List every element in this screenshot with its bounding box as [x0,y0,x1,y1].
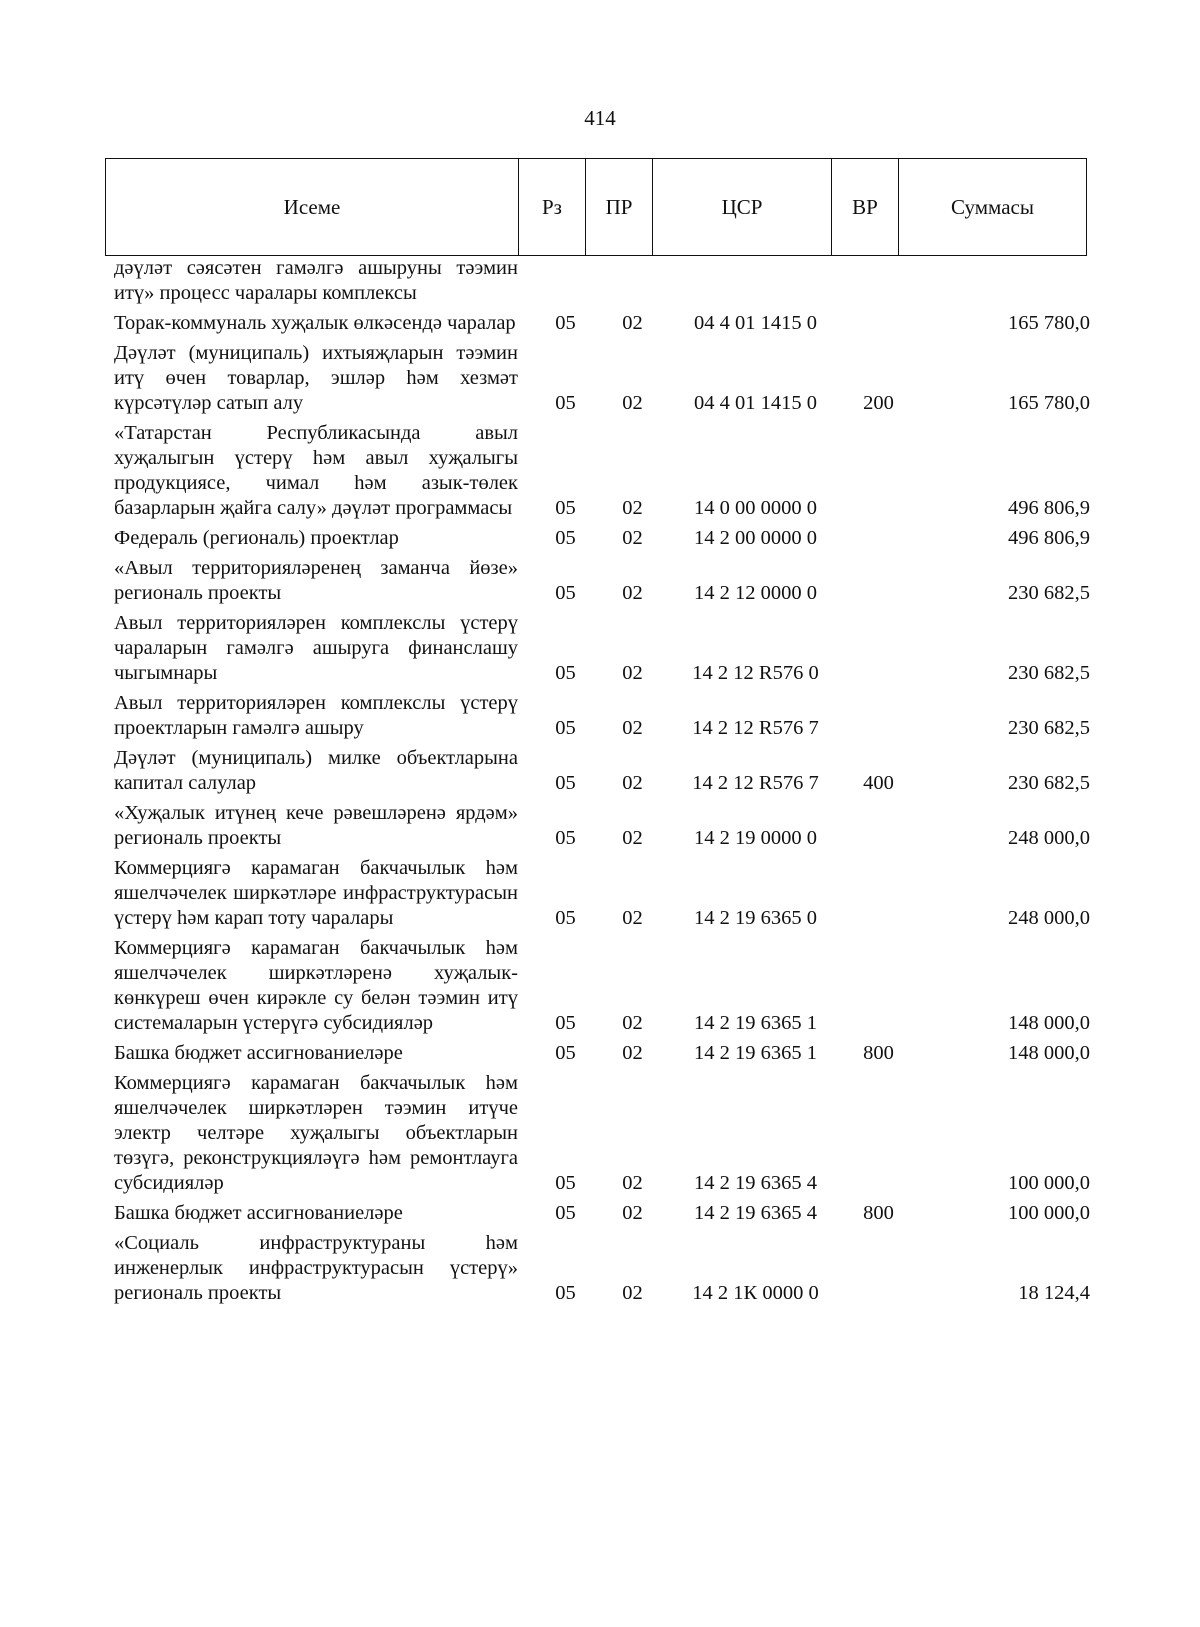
header-pr: ПР [586,159,653,255]
cell-csr: 04 4 01 1415 0 [694,392,817,414]
table-row [114,691,1094,741]
cell-rz: 05 [555,907,576,929]
cell-rz: 05 [555,1012,576,1034]
cell-vr: 200 [863,392,894,414]
cell-name: Дәүләт (муниципаль) милке объектларына капитал салулар [114,747,518,794]
cell-rz: 05 [555,497,576,519]
cell-sum: 230 682,5 [1008,662,1090,684]
cell-csr: 14 2 19 6365 1 [694,1042,817,1064]
cell-pr: 02 [622,1282,643,1304]
cell-rz: 05 [555,772,576,794]
cell-name: Башка бюджет ассигнованиеләре [114,1042,403,1064]
table-row [114,556,1094,606]
table-row [114,421,1094,521]
table-row [114,746,1094,796]
table-row [114,1071,1094,1196]
cell-name: Коммерциягә карамаган бакчачылык һәм яшелчәчелек ширкәтләре инфраструктурасын үстерү һәм карап тоту чаралары [114,857,518,929]
table-row [114,526,1094,551]
cell-vr: 800 [863,1042,894,1064]
cell-pr: 02 [622,772,643,794]
cell-csr: 04 4 01 1415 0 [694,312,817,334]
table-row [114,341,1094,416]
cell-name: Федераль (региональ) проектлар [114,527,399,549]
cell-sum: 230 682,5 [1008,582,1090,604]
cell-sum: 230 682,5 [1008,717,1090,739]
cell-sum: 248 000,0 [1008,907,1090,929]
table-row [114,936,1094,1036]
cell-pr: 02 [622,582,643,604]
cell-csr: 14 2 12 R576 7 [692,717,819,739]
cell-csr: 14 2 12 R576 0 [692,662,819,684]
table-row [114,1041,1094,1066]
cell-csr: 14 2 19 0000 0 [694,827,817,849]
header-csr: ЦСР [653,159,832,255]
cell-csr: 14 2 12 R576 7 [692,772,819,794]
cell-pr: 02 [622,1172,643,1194]
cell-rz: 05 [555,827,576,849]
cell-pr: 02 [622,497,643,519]
cell-name: Коммерциягә карамаган бакчачылык һәм яшелчәчелек ширкәтләренә хуҗалык-көнкүреш өчен кирәкле су белән тәэмин итү системаларын үстерүгә субсидияләр [114,937,518,1034]
cell-name: «Авыл территорияләренең заманча йөзе» региональ проекты [114,557,518,604]
table-row [114,1231,1094,1306]
cell-sum: 165 780,0 [1008,312,1090,334]
cell-sum: 496 806,9 [1008,497,1090,519]
cell-name: дәүләт сәясәтен гамәлгә ашыруны тәэмин итү» процесс чаралары комплексы [114,257,518,304]
cell-rz: 05 [555,312,576,334]
cell-csr: 14 2 12 0000 0 [694,582,817,604]
cell-name: Авыл территорияләрен комплекслы үстерү чараларын гамәлгә ашыруга финанслашу чыгымнары [114,612,518,684]
cell-pr: 02 [622,1202,643,1224]
cell-csr: 14 2 00 0000 0 [694,527,817,549]
cell-sum: 496 806,9 [1008,527,1090,549]
cell-csr: 14 2 1К 0000 0 [692,1282,819,1304]
cell-name: Авыл территорияләрен комплекслы үстерү проектларын гамәлгә ашыру [114,692,518,739]
header-rz: Рз [519,159,586,255]
cell-pr: 02 [622,527,643,549]
cell-name: Торак-коммуналь хуҗалык өлкәсендә чаралар [114,312,516,334]
page-number: 414 [584,106,616,130]
cell-rz: 05 [555,717,576,739]
cell-name: Башка бюджет ассигнованиеләре [114,1202,403,1224]
cell-sum: 100 000,0 [1008,1172,1090,1194]
table-body [114,256,1094,1311]
cell-vr: 400 [863,772,894,794]
cell-sum: 18 124,4 [1018,1282,1090,1304]
cell-rz: 05 [555,1042,576,1064]
cell-sum: 165 780,0 [1008,392,1090,414]
cell-name: «Хуҗалык итүнең кече рәвешләренә ярдәм» региональ проекты [114,802,518,849]
table-header [105,158,1087,256]
table-row [114,611,1094,686]
cell-pr: 02 [622,312,643,334]
cell-pr: 02 [622,662,643,684]
cell-pr: 02 [622,827,643,849]
cell-name: Дәүләт (муниципаль) ихтыяҗларын тәэмин итү өчен товарлар, эшләр һәм хезмәт күрсәтүләр сатып алу [114,342,518,414]
table-row [114,311,1094,336]
cell-pr: 02 [622,1042,643,1064]
header-vr: ВР [832,159,899,255]
header-name: Исеме [106,159,519,255]
cell-csr: 14 2 19 6365 1 [694,1012,817,1034]
cell-pr: 02 [622,717,643,739]
cell-name: Коммерциягә карамаган бакчачылык һәм яшелчәчелек ширкәтләрен тәэмин итүче электр челтәре хуҗалыгы объектларын төзүгә, реконструкцияләүгә һәм ремонтлауга субсидияләр [114,1072,518,1194]
cell-vr: 800 [863,1202,894,1224]
cell-rz: 05 [555,1282,576,1304]
cell-csr: 14 2 19 6365 0 [694,907,817,929]
cell-sum: 148 000,0 [1008,1012,1090,1034]
cell-csr: 14 2 19 6365 4 [694,1202,817,1224]
cell-rz: 05 [555,582,576,604]
cell-pr: 02 [622,907,643,929]
cell-pr: 02 [622,1012,643,1034]
cell-rz: 05 [555,662,576,684]
cell-rz: 05 [555,1202,576,1224]
cell-sum: 230 682,5 [1008,772,1090,794]
table-row [114,1201,1094,1226]
cell-sum: 248 000,0 [1008,827,1090,849]
table-row [114,256,1094,306]
cell-sum: 148 000,0 [1008,1042,1090,1064]
header-sum: Суммасы [951,194,1034,219]
cell-csr: 14 2 19 6365 4 [694,1172,817,1194]
cell-rz: 05 [555,1172,576,1194]
cell-name: «Татарстан Республикасында авыл хуҗалыгын үстерү һәм авыл хуҗалыгы продукциясе, чимал һәм азык-төлек базарларын җайга салу» дәүләт программасы [114,422,518,519]
table-row [114,801,1094,851]
cell-rz: 05 [555,392,576,414]
cell-sum: 100 000,0 [1008,1202,1090,1224]
cell-csr: 14 0 00 0000 0 [694,497,817,519]
cell-name: «Социаль инфраструктураны һәм инженерлык инфраструктурасын үстерү» региональ проекты [114,1232,518,1304]
table-row [114,856,1094,931]
cell-rz: 05 [555,527,576,549]
cell-pr: 02 [622,392,643,414]
